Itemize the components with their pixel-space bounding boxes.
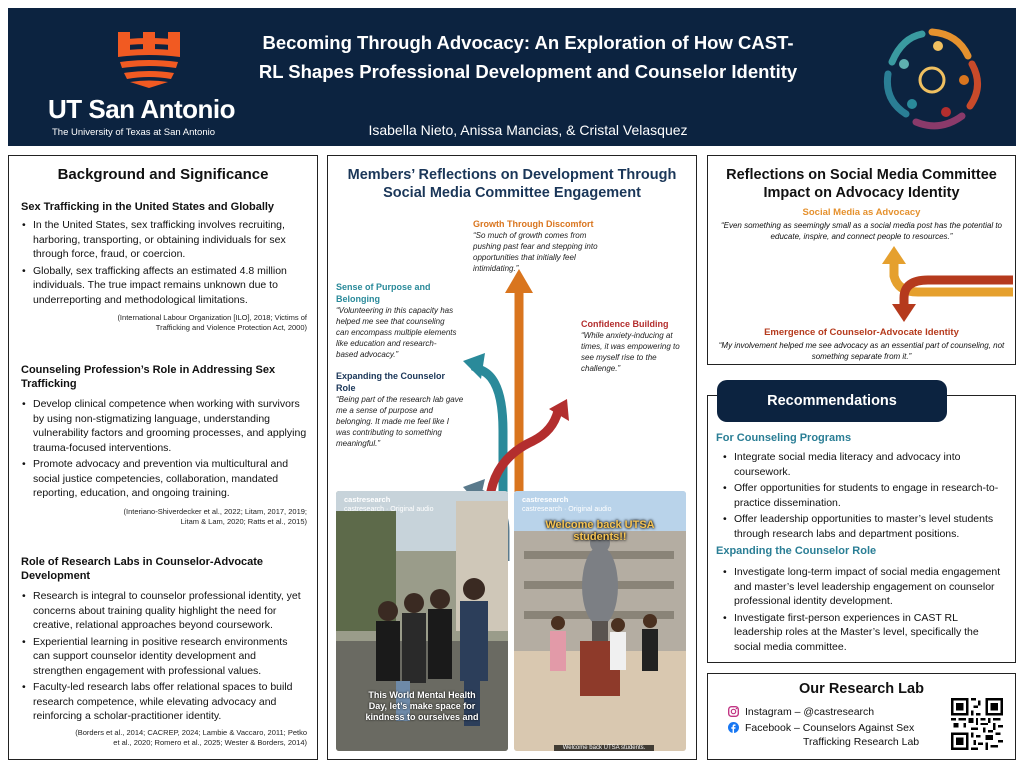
facebook-name [745,721,919,749]
reflection-heading: Growth Through Discomfort [473,219,594,229]
bullet-list [21,589,307,724]
research-lab-title: Our Research Lab [799,681,924,697]
reflection-quote: “So much of growth comes from pushing past fear and stepping into opportunities that initially feel intimidating.” [473,231,598,273]
recommendations-title: Recommendations [717,380,947,422]
reflections-panel [327,155,697,760]
bullet-item: • Globally, sex trafficking affects an estimated 4.8 million individuals. The true impact remains unknown due to underreporting and methodological limitations. [21,264,307,308]
recommendation-group-heading: Expanding the Counselor Role [716,545,877,557]
recommendations-body [716,432,1007,656]
citation: (International Labour Organization [ILO], 2018; Victims of Trafficking and Violence Protection Act, 2000) [117,313,307,332]
bullet-item: • Faculty-led research labs offer relational spaces to build research competence, while elevating advocacy and reinforcing a scholar-practitioner identity. [21,680,307,724]
instagram-photo-welcome-back[interactable] [514,491,686,751]
photo-banner-text: Welcome back UTSA students!! [545,519,655,543]
instagram-photo-mental-health[interactable] [336,491,508,751]
bullet-item: • Experiential learning in positive research environments can support counselor identity development and strengthen engagement with professional values. [21,635,307,679]
recommendation-list [716,565,1007,654]
section-heading: Counseling Profession’s Role in Addressing Sex Trafficking [21,364,276,390]
qr-code-icon[interactable] [951,698,1003,750]
bullet-item: • Promote advocacy and prevention via multicultural and social justice competencies, collaboration, mandated reporting, education, and ongoing training. [21,457,307,501]
reflection-quote: “While anxiety-inducing at times, it was empowering to see myself rise to the challenge.” [581,331,680,373]
reflection-expanding [336,370,464,449]
research-lab-panel [707,673,1016,760]
recommendation-group-heading: For Counseling Programs [716,432,852,444]
impact-title: Reflections on Social Media Committee Impact on Advocacy Identity [726,167,997,201]
poster-header [8,8,1016,146]
recommendation-item: • Integrate social media literacy and advocacy into coursework. [722,450,1007,479]
recommendation-item: • Offer opportunities for students to engage in research-to-practice dissemination. [722,481,1007,510]
utsa-shield-icon [116,32,182,88]
reflections-title: Members’ Reflections on Development Through Social Media Committee Engagement [347,167,677,201]
instagram-handle: Instagram – @castresearch [745,706,875,718]
facebook-icon [728,722,739,733]
photo-caption [344,495,434,514]
utsa-logo [48,26,258,138]
impact-quote-social-media: “Even something as seemingly small as a social media post has the potential to educate, inspire, and connect people to resources.” [720,221,1003,241]
section-sex-trafficking [21,200,307,333]
poster-title: Becoming Through Advocacy: An Exploration of How CAST-RL Shapes Professional Development and Counselor Identity [258,32,798,82]
recommendation-item: • Investigate first-person experiences in CAST RL leadership roles at the Master’s level, specifically the social media committee. [722,611,1007,655]
reflection-growth [473,218,613,274]
section-heading: Sex Trafficking in the United States and Globally [21,201,275,213]
utsa-wordmark: UT San Antonio [48,94,236,124]
photo-audio: castresearch · Original audio [522,506,612,513]
instagram-icon [728,706,739,717]
photo-account: castresearch [344,495,391,504]
crossing-arrows-graphic [858,246,1013,326]
bullet-item: • Develop clinical competence when working with survivors by using non-stigmatizing language, understanding vulnerability factors and grooming processes, and applying trauma-focused interventions. [21,397,307,455]
recommendation-list [716,450,1007,541]
citation: (Borders et al., 2014; CACREP, 2024; Lambie & Vaccaro, 2011; Petko et al., 2020; Romero et al., 2025; Wester & Borders, 2014) [75,727,307,747]
utsa-subtitle: The University of Texas at San Antonio [52,127,215,138]
reflection-confidence [581,318,681,374]
cast-lab-emblem-icon [876,24,988,136]
reflection-heading: Confidence Building [581,319,669,329]
bullet-list [21,218,307,307]
facebook-name-line-2: Trafficking Research Lab [803,736,920,748]
reflection-quote: “Volunteering in this capacity has helped me see that counseling can encompass multiple elements like education and research-based advocacy.” [336,306,457,359]
citation: (Interiano-Shiverdecker et al., 2022; Litam, 2017, 2019; Litam & Lam, 2020; Ratts et al., 2015) [123,506,307,526]
background-panel [8,155,318,760]
section-research-labs [21,555,307,748]
bullet-list [21,397,307,501]
photo-audio: castresearch · Original audio [344,506,434,513]
photo-caption [522,495,612,514]
section-counseling-role [21,363,307,527]
photo-overlay-text: This World Mental Health Day, let’s make space for kindness to ourselves and [365,690,479,722]
facebook-name-line-1: Facebook – Counselors Against Sex [745,722,915,734]
section-heading: Role of Research Labs in Counselor-Advocate Development [21,556,264,582]
bullet-item: • Research is integral to counselor professional identity, yet concerns about training quality highlight the need for creative, relational approaches beyond coursework. [21,589,307,633]
recommendations-panel [707,395,1016,663]
impact-panel [707,155,1016,365]
recommendation-item: • Investigate long-term impact of social media engagement and master’s level leadership engagement on counselor professional identity development. [722,565,1007,609]
recommendation-item: • Offer leadership opportunities to master’s level students through research labs and department positions. [722,512,1007,541]
reflection-heading: Sense of Purpose and Belonging [336,282,431,304]
background-title: Background and Significance [57,166,269,183]
impact-heading-social-media: Social Media as Advocacy [802,207,921,218]
photo-account: castresearch [522,495,569,504]
poster-authors: Isabella Nieto, Anissa Mancias, & Cristal Velasquez [368,122,688,138]
bullet-item: • In the United States, sex trafficking involves recruiting, harboring, transporting, or obtaining individuals for sex through force, fraud, or coercion. [21,218,307,262]
facebook-link[interactable] [728,721,919,749]
instagram-link[interactable] [728,705,874,719]
reflection-purpose [336,281,458,360]
impact-quote-identity: “My involvement helped me see advocacy as an essential part of counseling, not something separate from it.” [718,341,1005,361]
photo-bottom-caption: Welcome back UTSA students. [554,745,654,751]
reflection-quote: “Being part of the research lab gave me a sense of purpose and belonging. It made me feel like I was contributing to something meaningful.” [336,395,464,448]
impact-heading-identity: Emergence of Counselor-Advocate Identity [764,327,959,338]
reflection-heading: Expanding the Counselor Role [336,371,446,393]
